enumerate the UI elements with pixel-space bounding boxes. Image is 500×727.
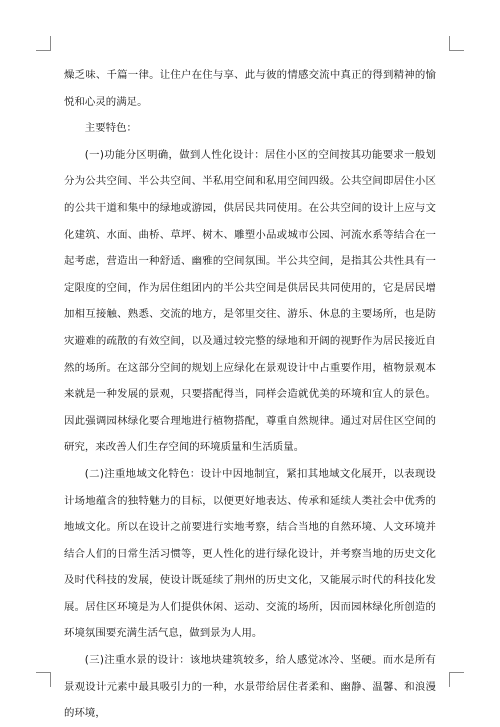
paragraph-continuation: 燥乏味、千篇一律。让住户在住与享、此与彼的情感交流中真正的得到精神的愉悦和心灵的满足。 [64,69,436,108]
paragraph-regional-culture: (二)注重地域文化特色：设计中因地制宜，紧扣其地域文化展开，以表现设计场地蕴含的独特魅力的目标，以便更好地表达、传承和延续人类社会中优秀的地域文化。所以在设计之前要进行实地考察，结合当地的自然环境、人文环境并结合人们的日常生活习惯等，更人性化的进行绿化设计，并考察当地的历史文化及时代科技的发展，使设计既延续了荆州的历史文化，又能展示时代的科技化发展。居住区环境是为人们提供休闲、运动、交流的场所，因而园林绿化所创造的环境氛围要充满生活气息，做到景为人用。 [64,467,436,640]
crop-mark-bottom-left [36,672,51,687]
section-heading-main-features: 主要特色： [84,122,137,135]
paragraph-water-features: (三)注重水景的设计：该地块建筑较多，给人感觉冰冷、坚硬。而水是所有景观设计元素中最具吸引力的一种，水景带给居住者柔和、幽静、温馨、和浪漫的环境， [64,654,436,720]
crop-mark-bottom-right [449,672,464,687]
document-body [64,62,436,727]
paragraph-functional-zoning: (一)功能分区明确，做到人性化设计：居住小区的空间按其功能要求一般划分为公共空间、半公共空间、半私用空间和私用空间四级。公共空间即居住小区的公共干道和集中的绿地或游园，供居民共同使用。在公共空间的设计上应与文化建筑、水面、曲桥、草坪、树木、雕塑小品或城市公园、河流水系等结合在一起考虑，营造出一种舒适、幽雅的空间氛围。半公共空间，是指其公共性具有一定限度的空间，作为居住组团内的半公共空间是供居民共同使用的，它是居民增加相互接触、熟悉、交流的地方，是邻里交往、游乐、休息的主要场所，也是防灾避难的疏散的有效空间，以及通过较完整的绿地和开阔的视野作为居民接近自然的场所。在这部分空间的规划上应绿化在景观设计中占重要作用，植物景观本来就是一种发展的景观，只要搭配得当，同样会造就优美的环境和宜人的景色。因此强调园林绿化要合理地进行植物搭配，尊重自然规律。通过对居住区空间的研究，来改善人们生存空间的环境质量和生活质量。 [64,148,436,454]
crop-mark-top-right [449,36,464,51]
crop-mark-top-left [36,36,51,51]
